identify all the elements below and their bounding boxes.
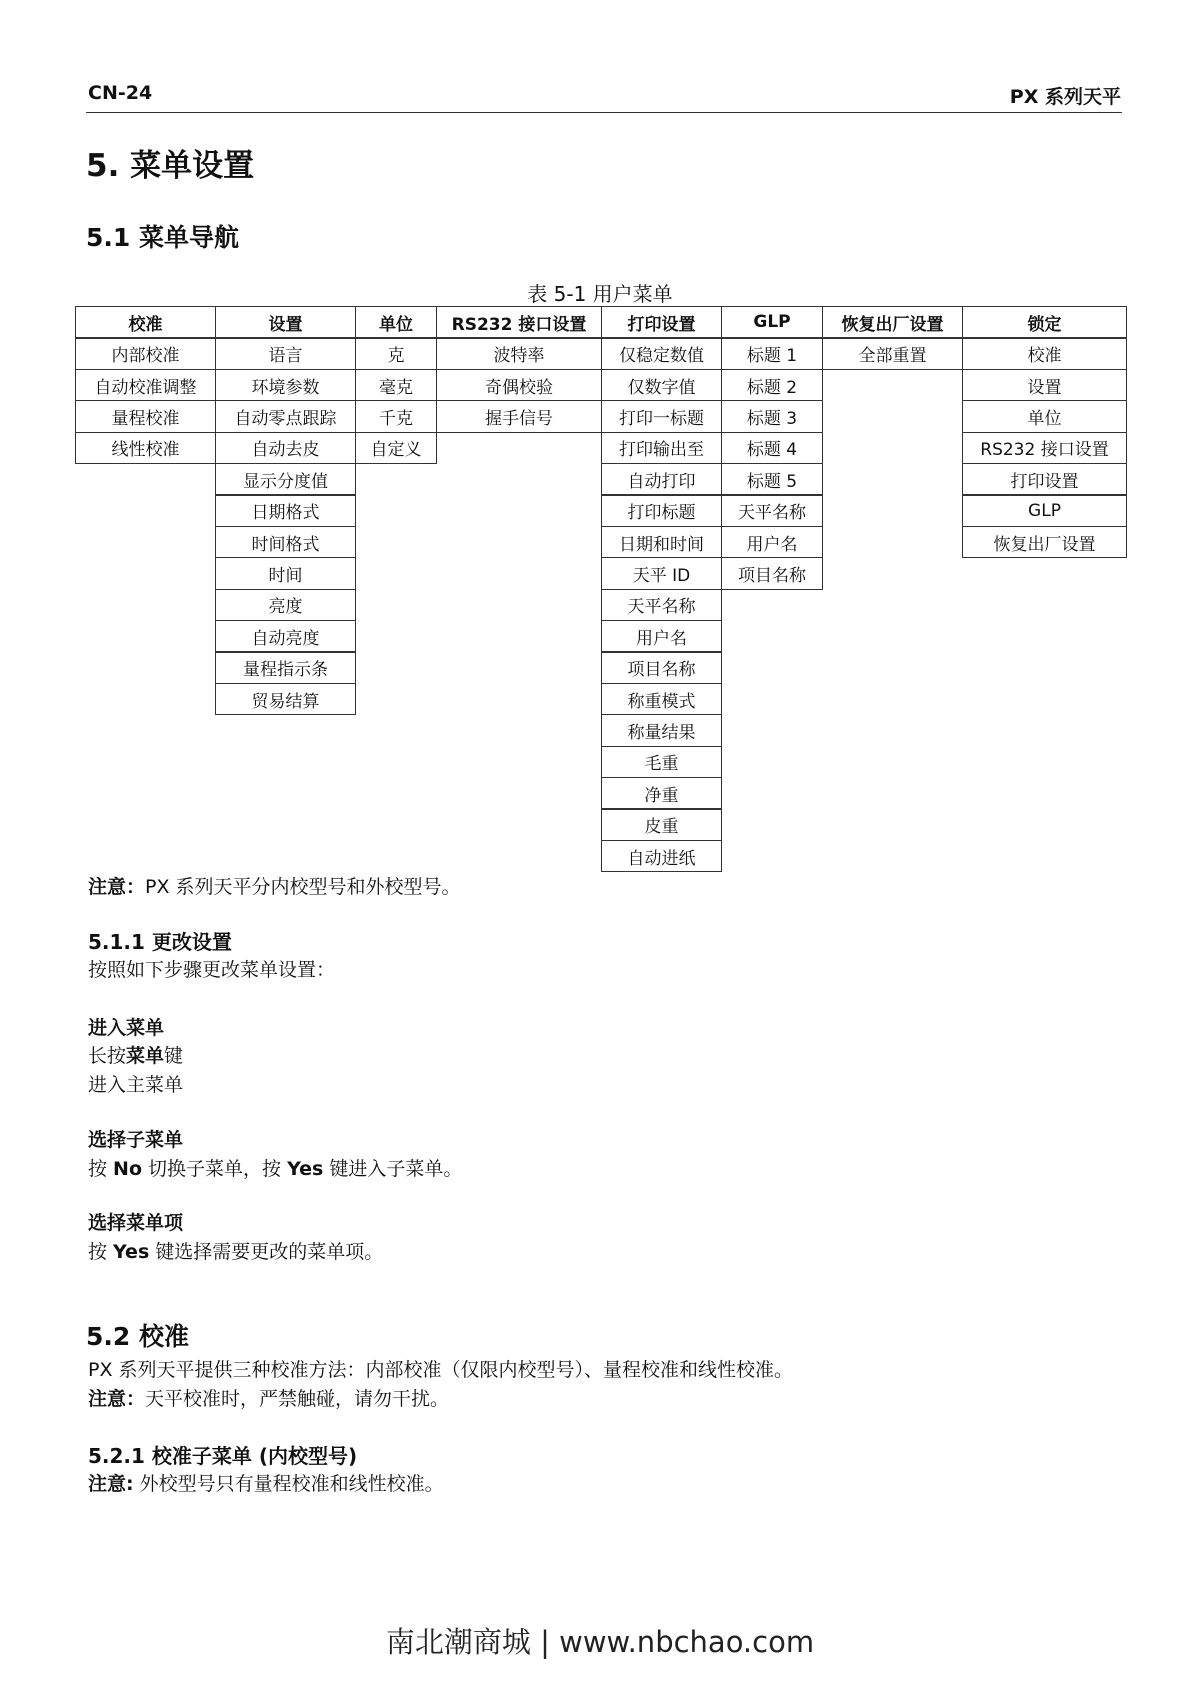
note-label: 注意： bbox=[88, 1388, 146, 1410]
menu-item: 自动零点跟踪 bbox=[215, 400, 356, 433]
menu-item: 握手信号 bbox=[436, 400, 602, 433]
menu-item: GLP bbox=[962, 494, 1127, 527]
menu-item: 量程校准 bbox=[75, 400, 216, 433]
menu-item: 标题 2 bbox=[721, 369, 823, 402]
subsection-title-5-1: 5.1 菜单导航 bbox=[86, 223, 239, 252]
menu-key: 菜单 bbox=[126, 1045, 165, 1067]
change-settings-intro: 按照如下步骤更改菜单设置： bbox=[88, 959, 336, 981]
menu-item: 打印输出至 bbox=[601, 432, 722, 465]
select-item-step: 按 Yes 键选择需要更改的菜单项。 bbox=[88, 1241, 384, 1263]
menu-column-header: 单位 bbox=[355, 306, 437, 339]
enter-menu-step: 长按菜单键 bbox=[88, 1045, 184, 1067]
note-label: 注意： bbox=[88, 876, 146, 898]
menu-item: 毫克 bbox=[355, 369, 437, 402]
yes-key: Yes bbox=[287, 1158, 324, 1180]
menu-item: 项目名称 bbox=[721, 557, 823, 590]
menu-item: 项目名称 bbox=[601, 651, 722, 684]
menu-item: RS232 接口设置 bbox=[962, 432, 1127, 465]
menu-item: 标题 3 bbox=[721, 400, 823, 433]
menu-item: 仅数字值 bbox=[601, 369, 722, 402]
menu-column-header: 设置 bbox=[215, 306, 356, 339]
subsection-title-5-1-1: 5.1.1 更改设置 bbox=[88, 930, 232, 954]
menu-item: 克 bbox=[355, 337, 437, 370]
enter-menu-result: 进入主菜单 bbox=[88, 1074, 184, 1096]
menu-item: 打印标题 bbox=[601, 494, 722, 527]
menu-column-header: RS232 接口设置 bbox=[436, 306, 602, 339]
menu-item: 自动去皮 bbox=[215, 432, 356, 465]
subsection-title-5-2-1: 5.2.1 校准子菜单 (内校型号) bbox=[88, 1444, 358, 1468]
menu-item: 标题 5 bbox=[721, 463, 823, 496]
menu-item: 环境参数 bbox=[215, 369, 356, 402]
menu-column-header: 打印设置 bbox=[601, 306, 722, 339]
menu-item: 毛重 bbox=[601, 746, 722, 779]
menu-item: 恢复出厂设置 bbox=[962, 526, 1127, 559]
menu-item: 日期和时间 bbox=[601, 526, 722, 559]
menu-item: 自动亮度 bbox=[215, 620, 356, 653]
menu-item: 打印设置 bbox=[962, 463, 1127, 496]
menu-item: 标题 1 bbox=[721, 337, 823, 370]
section-title: 5. 菜单设置 bbox=[86, 148, 255, 184]
menu-item: 线性校准 bbox=[75, 432, 216, 465]
calibration-intro: PX 系列天平提供三种校准方法：内部校准（仅限内校型号）、量程校准和线性校准。 bbox=[88, 1359, 794, 1381]
menu-column-header: 锁定 bbox=[962, 306, 1127, 339]
no-key: No bbox=[113, 1158, 143, 1180]
menu-item: 内部校准 bbox=[75, 337, 216, 370]
menu-item: 标题 4 bbox=[721, 432, 823, 465]
menu-item: 自定义 bbox=[355, 432, 437, 465]
note-label: 注意: bbox=[88, 1473, 134, 1495]
product-name: PX 系列天平 bbox=[1009, 86, 1121, 108]
menu-item: 全部重置 bbox=[822, 337, 963, 370]
select-item-title: 选择菜单项 bbox=[88, 1212, 184, 1234]
menu-column-header: 恢复出厂设置 bbox=[822, 306, 963, 339]
menu-item: 天平 ID bbox=[601, 557, 722, 590]
page-number: CN-24 bbox=[88, 82, 153, 104]
menu-item: 用户名 bbox=[601, 620, 722, 653]
menu-item: 用户名 bbox=[721, 526, 823, 559]
menu-item: 皮重 bbox=[601, 808, 722, 841]
menu-item: 千克 bbox=[355, 400, 437, 433]
menu-item: 校准 bbox=[962, 337, 1127, 370]
menu-item: 波特率 bbox=[436, 337, 602, 370]
menu-item: 贸易结算 bbox=[215, 683, 356, 716]
calibration-note: 注意：天平校准时，严禁触碰，请勿干扰。 bbox=[88, 1388, 450, 1410]
subsection-title-5-2: 5.2 校准 bbox=[86, 1322, 189, 1351]
menu-item: 自动打印 bbox=[601, 463, 722, 496]
menu-item: 亮度 bbox=[215, 589, 356, 622]
select-submenu-step: 按 No 切换子菜单，按 Yes 键进入子菜单。 bbox=[88, 1158, 463, 1180]
menu-column-header: GLP bbox=[721, 306, 823, 339]
menu-item: 语言 bbox=[215, 337, 356, 370]
menu-item: 量程指示条 bbox=[215, 651, 356, 684]
menu-item: 时间格式 bbox=[215, 526, 356, 559]
footer-watermark: 南北潮商城 | www.nbchao.com bbox=[385, 1625, 815, 1659]
menu-item: 称重模式 bbox=[601, 683, 722, 716]
menu-item: 打印一标题 bbox=[601, 400, 722, 433]
menu-item: 天平名称 bbox=[721, 494, 823, 527]
menu-item: 日期格式 bbox=[215, 494, 356, 527]
menu-item: 单位 bbox=[962, 400, 1127, 433]
menu-item: 时间 bbox=[215, 557, 356, 590]
menu-item: 称量结果 bbox=[601, 714, 722, 747]
menu-item: 显示分度值 bbox=[215, 463, 356, 496]
menu-column-header: 校准 bbox=[75, 306, 216, 339]
external-model-note: 注意: 外校型号只有量程校准和线性校准。 bbox=[88, 1473, 444, 1495]
note-model-types bbox=[88, 872, 461, 899]
menu-item: 奇偶校验 bbox=[436, 369, 602, 402]
select-submenu-title: 选择子菜单 bbox=[88, 1129, 184, 1151]
menu-item: 仅稳定数值 bbox=[601, 337, 722, 370]
yes-key: Yes bbox=[113, 1241, 150, 1263]
header-rule bbox=[86, 112, 1122, 113]
menu-item: 自动进纸 bbox=[601, 840, 722, 873]
menu-item: 设置 bbox=[962, 369, 1127, 402]
menu-item: 天平名称 bbox=[601, 589, 722, 622]
table-caption: 表 5-1 用户菜单 bbox=[527, 282, 673, 306]
note-text: PX 系列天平分内校型号和外校型号。 bbox=[145, 876, 461, 898]
menu-item: 自动校准调整 bbox=[75, 369, 216, 402]
enter-menu-title: 进入菜单 bbox=[88, 1017, 165, 1039]
menu-item: 净重 bbox=[601, 777, 722, 810]
